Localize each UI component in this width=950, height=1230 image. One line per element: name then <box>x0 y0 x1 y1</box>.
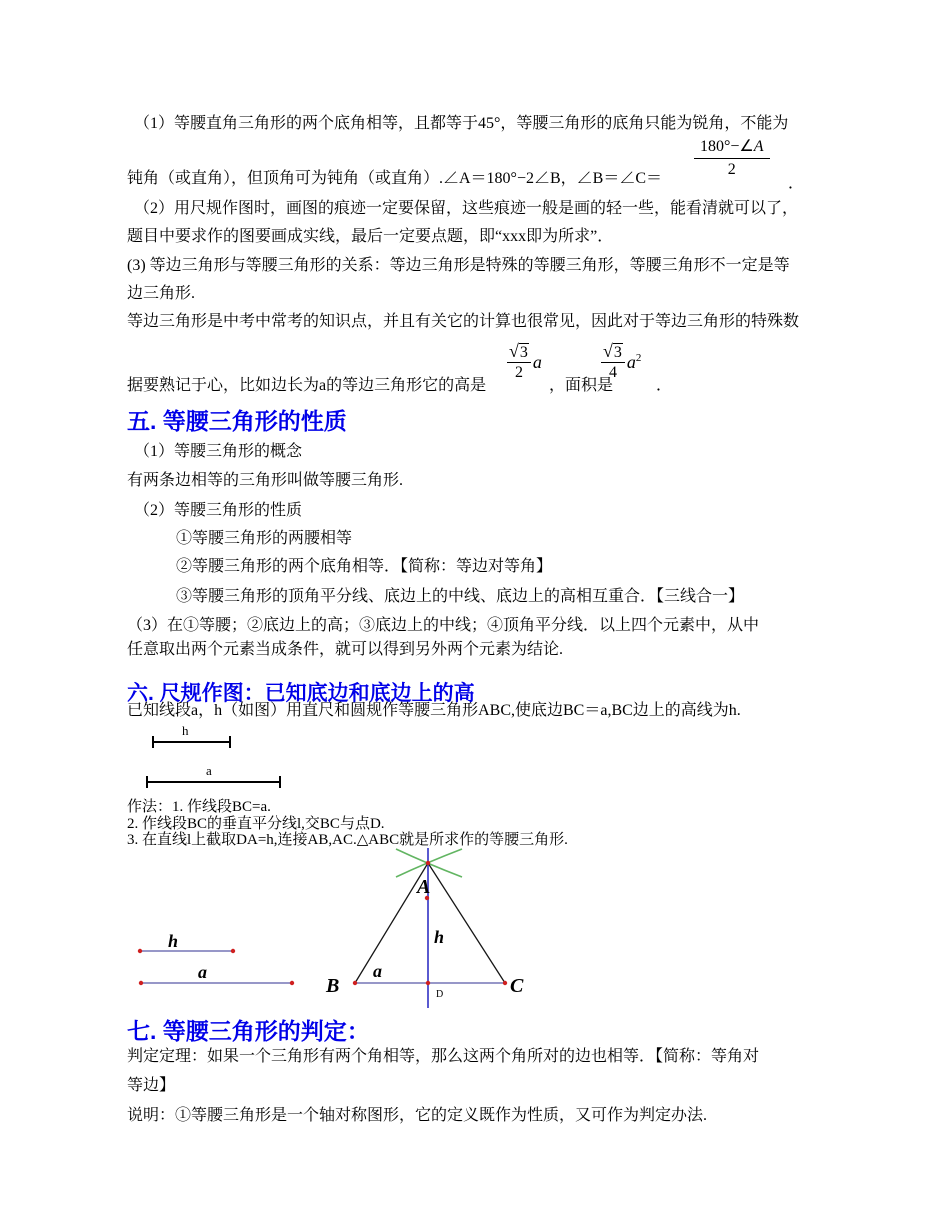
segment-a-label: a <box>206 763 212 778</box>
section-five-item: 有两条边相等的三角形叫做等腰三角形. <box>127 472 404 489</box>
triangle-side-ac <box>428 863 505 983</box>
section-five-item: 任意取出两个元素当成条件，就可以得到另外两个元素为结论. <box>127 641 564 658</box>
para1-line2: 钝角（或直角），但顶角可为钝角（或直角）.∠A＝180°−2∠B，∠B＝∠C＝ <box>127 170 662 187</box>
point-apex-dot <box>426 861 430 865</box>
formula-area: $\frac{√3}{4}$ $a^2$ <box>603 341 642 381</box>
point-b-dot <box>353 981 357 985</box>
given-segments-diagram <box>138 716 308 794</box>
point-d-dot <box>426 981 430 985</box>
para2-line1: （2）用尺规作图时，画图的痕迹一定要保留，这些痕迹一般是画的轻一些，能看清就可以了， <box>134 200 799 217</box>
para4-line2-pre: 据要熟记于心，比如边长为a的等边三角形它的高是 <box>127 377 487 394</box>
section-seven-heading: 七. 等腰三角形的判定： <box>127 1018 370 1044</box>
given-h-endpoint-dot <box>231 949 235 953</box>
para4-line2-mid: ，面积是 <box>549 377 614 394</box>
para4-line1: 等边三角形是中考中常考的知识点，并且有关它的计算也很常见，因此对于等边三角形的特殊数 <box>127 313 800 330</box>
para3-line1: (3) 等边三角形与等腰三角形的关系：等边三角形是特殊的等腰三角形，等腰三角形不一定是等 <box>127 257 790 274</box>
construction-diagram <box>110 845 555 1013</box>
construction-step: 作法：1. 作线段BC=a. <box>127 799 271 815</box>
formula-base-angle-numerator: 180°−∠A <box>694 138 770 159</box>
section-five-item: ③等腰三角形的顶角平分线、底边上的中线、底边上的高相互重合．【三线合一】 <box>176 588 745 605</box>
section-six-heading: 六. 尺规作图：已知底边和底边上的高 <box>127 682 475 705</box>
formula-base-angle-denominator: 2 <box>727 161 736 178</box>
vertex-a-label: A <box>417 876 431 898</box>
given-h-label: h <box>168 931 179 951</box>
section-five-item: （3）在①等腰；②底边上的高；③底边上的中线；④顶角平分线．以上四个元素中，从中 <box>127 617 760 634</box>
section-five-item: （1）等腰三角形的概念 <box>134 443 303 460</box>
para1-period: ． <box>788 175 805 192</box>
section-seven-line: 说明：①等腰三角形是一个轴对称图形，它的定义既作为性质，又可作为判定办法. <box>127 1107 708 1124</box>
formula-height: $\frac{√3}{2}$ a <box>509 341 542 381</box>
segment-h-label: h <box>182 723 189 738</box>
construction-step: 2. 作线段BC的垂直平分线l,交BC与点D. <box>127 816 385 832</box>
section-seven-line: 等边】 <box>127 1077 176 1094</box>
height-h-label: h <box>434 927 445 947</box>
section-five-heading: 五. 等腰三角形的性质 <box>127 408 347 434</box>
construction-step: 3. 在直线l上截取DA=h,连接AB,AC.△ABC就是所求作的等腰三角形. <box>127 832 568 848</box>
section-seven-line: 判定定理：如果一个三角形有两个角相等，那么这两个角所对的边也相等．【简称：等角对 <box>127 1048 760 1065</box>
formula-base-angle <box>694 138 770 179</box>
vertex-c-label: C <box>510 975 524 997</box>
base-a-label: a <box>373 961 382 981</box>
point-d-label: D <box>436 989 444 1000</box>
para2-line2: 题目中要求作的图要画成实线，最后一定要点题，即“xxx即为所求”． <box>127 228 614 245</box>
section-five-item: （2）等腰三角形的性质 <box>134 502 303 519</box>
point-c-dot <box>503 981 507 985</box>
section-five-item: ①等腰三角形的两腰相等 <box>176 530 353 547</box>
given-h-endpoint-dot <box>138 949 142 953</box>
given-a-endpoint-dot <box>290 981 294 985</box>
para4-period: ． <box>656 377 673 394</box>
given-a-label: a <box>198 962 207 982</box>
given-a-endpoint-dot <box>139 981 143 985</box>
para1-line1: （1）等腰直角三角形的两个底角相等，且都等于45°，等腰三角形的底角只能为锐角，不能为 <box>134 115 789 132</box>
section-five-item: ②等腰三角形的两个底角相等．【简称：等边对等角】 <box>176 558 553 575</box>
vertex-b-label: B <box>326 975 340 997</box>
para3-line2: 边三角形. <box>127 285 196 302</box>
section-six-intro: 已知线段a，h（如图）用直尺和圆规作等腰三角形ABC,使底边BC＝a,BC边上的高线为h. <box>127 702 741 719</box>
